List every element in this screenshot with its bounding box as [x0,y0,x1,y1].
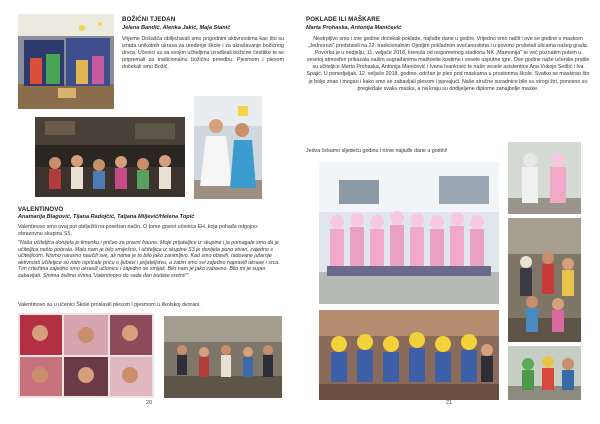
nativity-photo [18,14,114,109]
masks-section-authors: Marta Prohaska, Antonija Manićević [306,25,402,31]
valentine-collage-photo [18,313,154,398]
valentine-section-authors: Anamarija Blagović, Tijana Radojčić, Tatjana Miljević/Helena Topić [18,214,195,220]
page-number-left: 20 [146,400,153,406]
unicorn-group-photo [319,162,499,304]
page-number-right: 21 [446,400,453,406]
masks-closing-text: Jedva čekamo sljedeću godinu i nove najluđe dane u godini! [306,148,448,154]
costume-party-photo [508,218,581,342]
angel-costume-photo [194,96,262,199]
valentine-dance-photo [164,316,282,398]
costume-small-photo [508,346,581,400]
christmas-celebration-photo [35,117,185,197]
costume-pair-photo [508,142,581,214]
christmas-section-title: BOŽIĆNI TJEDAN [122,16,176,23]
valentine-intro-text: Valentinovo smo ovaj put obilježili na poseban način. O tome govori učenica EH. koja pohađa odgojno-obrazovnu skupinu S5. [18,224,259,238]
right-page [300,0,600,424]
valentine-section-title: VALENTINOVO [18,206,64,213]
minion-costume-photo [319,310,499,400]
masks-section-text: Nestrpljivo smo i ove godine dočekali poklade, najluđe dane u godini. Vrijedno smo radili i ove se godine s maskom „Jednorozi" predstavili na 22. tradicionalnim Ojedjim pokladnim svečanostima i u povorci prošetali ulicama našeg grada. Povorka je u nedjelju, 11. veljače 2018, krenula od nogometnog stadiona NK „Mamonija" te već poznatim putem u veseloj atmosferi prikazala našim sugrađanima maštovite kostime i vesele usputne igre. Ove godine naše učenike pratile su učiteljice Marta Prohaska, Antonija Manićević i Ivana Ivanković te naše vesele asistentice Ana Vukoje Sedlić i Iva Spajić. U ponedjeljak, 12. veljače 2018. godine, održan je ples pod maskama u prostorima škole. Svatko se maskirao što je bolje znao i mogao i kako smo se zabavljali plesom i pjevajući. Naše stručne suradnice bile su strogi žiri, ponosno su pregledale svaku masku, a na kraju su dodijeljene diplome zanajbolje maske. [306,36,590,92]
christmas-section-text: Vrijeme Došašća obilježavali smo prigodnim aktivnostima kao što su izrada unikatnih ukrasa za uređenje škole i za ukrašavanje božićnog drvca. Učenici su sa svojim učiteljima izrađivali božićne čestitke te se pripremali za tradicionalnu božićnu priredbu. Pjesmom i plesom dočekali smo Božić. [122,36,284,71]
valentine-quote-text: "Naša učiteljica donijela je limenku i pričao za pravni fraune. Moje prijateljice iz skupine i ja pomagale smo da je učiteljica nešto pobrala. Malo nam je bilo smiješno, i učiteljica iz skupine S3 je donijela puno stvari, zajedno s učiteljicom. Nismo naravno naučili sve, ali nama je to bilo jako zanimljivo. Kad smo obavili, radovane jutarnje aktivnosti učiteljice su nam ispričale priču o ljubavi i prijateljstvu, a zatim smo svi zajedno napravili ukrase i srca. Tim crtežima zajedno smo ukrasili učionicu i zajedno se smijali. Bilo nam je jako zabavno. Bilo mi je super zabavljati. Sinima želimo svima 'Valentinovo do sada dan budete sretni!'" [18,240,280,279]
valentine-closing-text: Valentinovo su u učenici Škole proslavili plesom i pjesmom u školskoj dvorani. [18,302,201,308]
christmas-section-authors: Jelena Bandić, Alenka Jakić, Maja Stanić [122,25,231,31]
masks-section-title: POKLADE ILI MAŠKARE [306,16,381,23]
